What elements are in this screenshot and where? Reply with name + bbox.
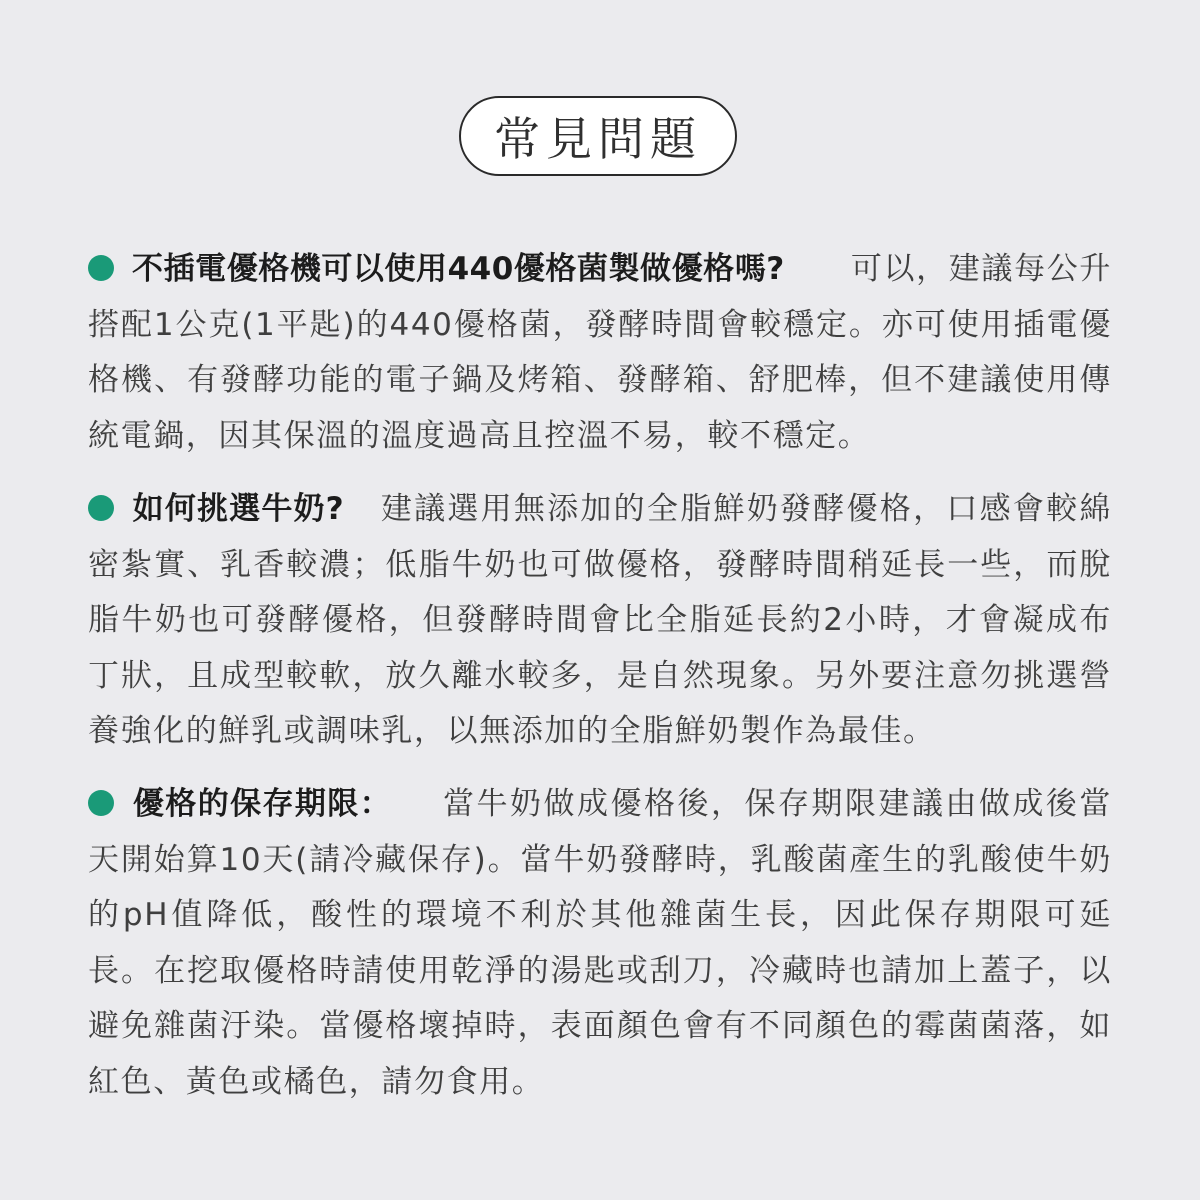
faq-question: 優格的保存期限： bbox=[132, 786, 393, 822]
faq-item-1 bbox=[88, 242, 1112, 464]
faq-answer: 可以，建議每公升搭配1公克(1平匙)的440優格菌，發酵時間會較穩定。亦可使用插電優格機、有發酵功能的電子鍋及烤箱、發酵箱、舒肥棒，但不建議使用傳統電鍋，因其保溫的溫度過高且控溫不易，較不穩定。 bbox=[88, 251, 1112, 454]
bullet-dot-icon bbox=[88, 790, 114, 816]
faq-question: 如何挑選牛奶? bbox=[132, 491, 345, 527]
faq-question: 不插電優格機可以使用440優格菌製做優格嗎? bbox=[132, 251, 785, 287]
faq-answer: 建議選用無添加的全脂鮮奶發酵優格，口感會較綿密紮實、乳香較濃；低脂牛奶也可做優格，發酵時間稍延長一些，而脫脂牛奶也可發酵優格，但發酵時間會比全脂延長約2小時，才會凝成布丁狀，且成型較軟，放久離水較多，是自然現象。另外要注意勿挑選營養強化的鮮乳或調味乳，以無添加的全脂鮮奶製作為最佳。 bbox=[88, 491, 1113, 749]
faq-answer: 當牛奶做成優格後，保存期限建議由做成後當天開始算10天(請冷藏保存)。當牛奶發酵時，乳酸菌產生的乳酸使牛奶的pH值降低，酸性的環境不利於其他雜菌生長，因此保存期限可延長。在挖取優格時請使用乾淨的湯匙或刮刀，冷藏時也請加上蓋子，以避免雜菌汙染。當優格壞掉時，表面顏色會有不同顏色的霉菌菌落，如紅色、黃色或橘色，請勿食用。 bbox=[88, 786, 1113, 1100]
faq-item-2 bbox=[88, 482, 1112, 760]
bullet-dot-icon bbox=[88, 255, 114, 281]
page-title: 常見問題 bbox=[459, 96, 737, 176]
faq-item-3 bbox=[88, 777, 1112, 1110]
bullet-dot-icon bbox=[88, 495, 114, 521]
